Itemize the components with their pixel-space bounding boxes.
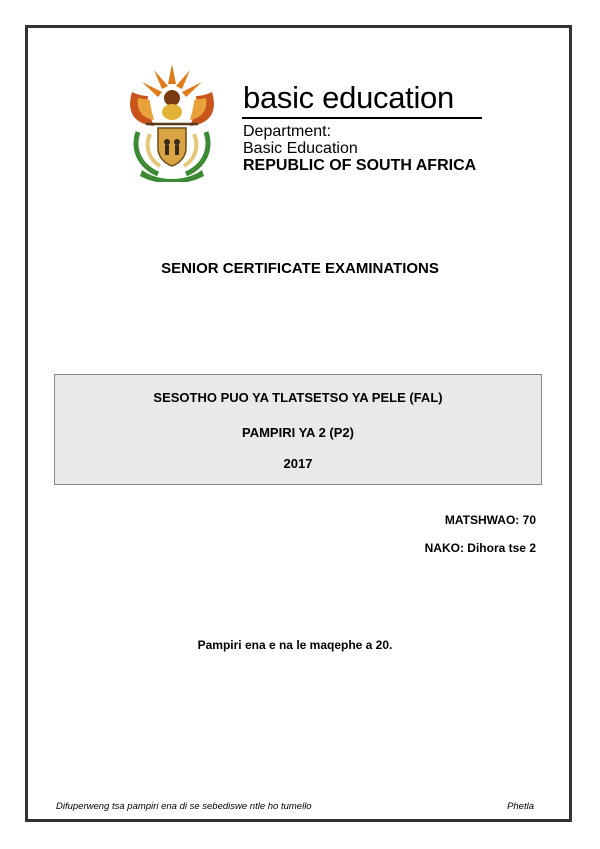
- coat-of-arms-icon: [124, 62, 220, 182]
- paper-number: PAMPIRI YA 2 (P2): [242, 425, 354, 440]
- turn-over-label: Phetla: [507, 801, 534, 812]
- country-name: REPUBLIC OF SOUTH AFRICA: [243, 157, 477, 174]
- subject-box: [54, 374, 542, 485]
- exam-year: 2017: [283, 456, 313, 471]
- brand-title: basic education: [243, 80, 454, 115]
- time-allowed: NAKO: Dihora tse 2: [424, 541, 536, 555]
- brand-divider: [242, 117, 482, 119]
- marks-total: MATSHWAO: 70: [444, 513, 536, 527]
- department-name: Basic Education: [243, 140, 358, 157]
- department-label: Department:: [243, 123, 332, 140]
- copyright-note: Difuperweng tsa pampiri ena di se sebediswe ntle ho tumello: [56, 801, 312, 812]
- exam-title: SENIOR CERTIFICATE EXAMINATIONS: [161, 260, 439, 277]
- subject-name: SESOTHO PUO YA TLATSETSO YA PELE (FAL): [153, 390, 443, 405]
- pages-note: Pampiri ena e na le maqephe a 20.: [197, 638, 393, 652]
